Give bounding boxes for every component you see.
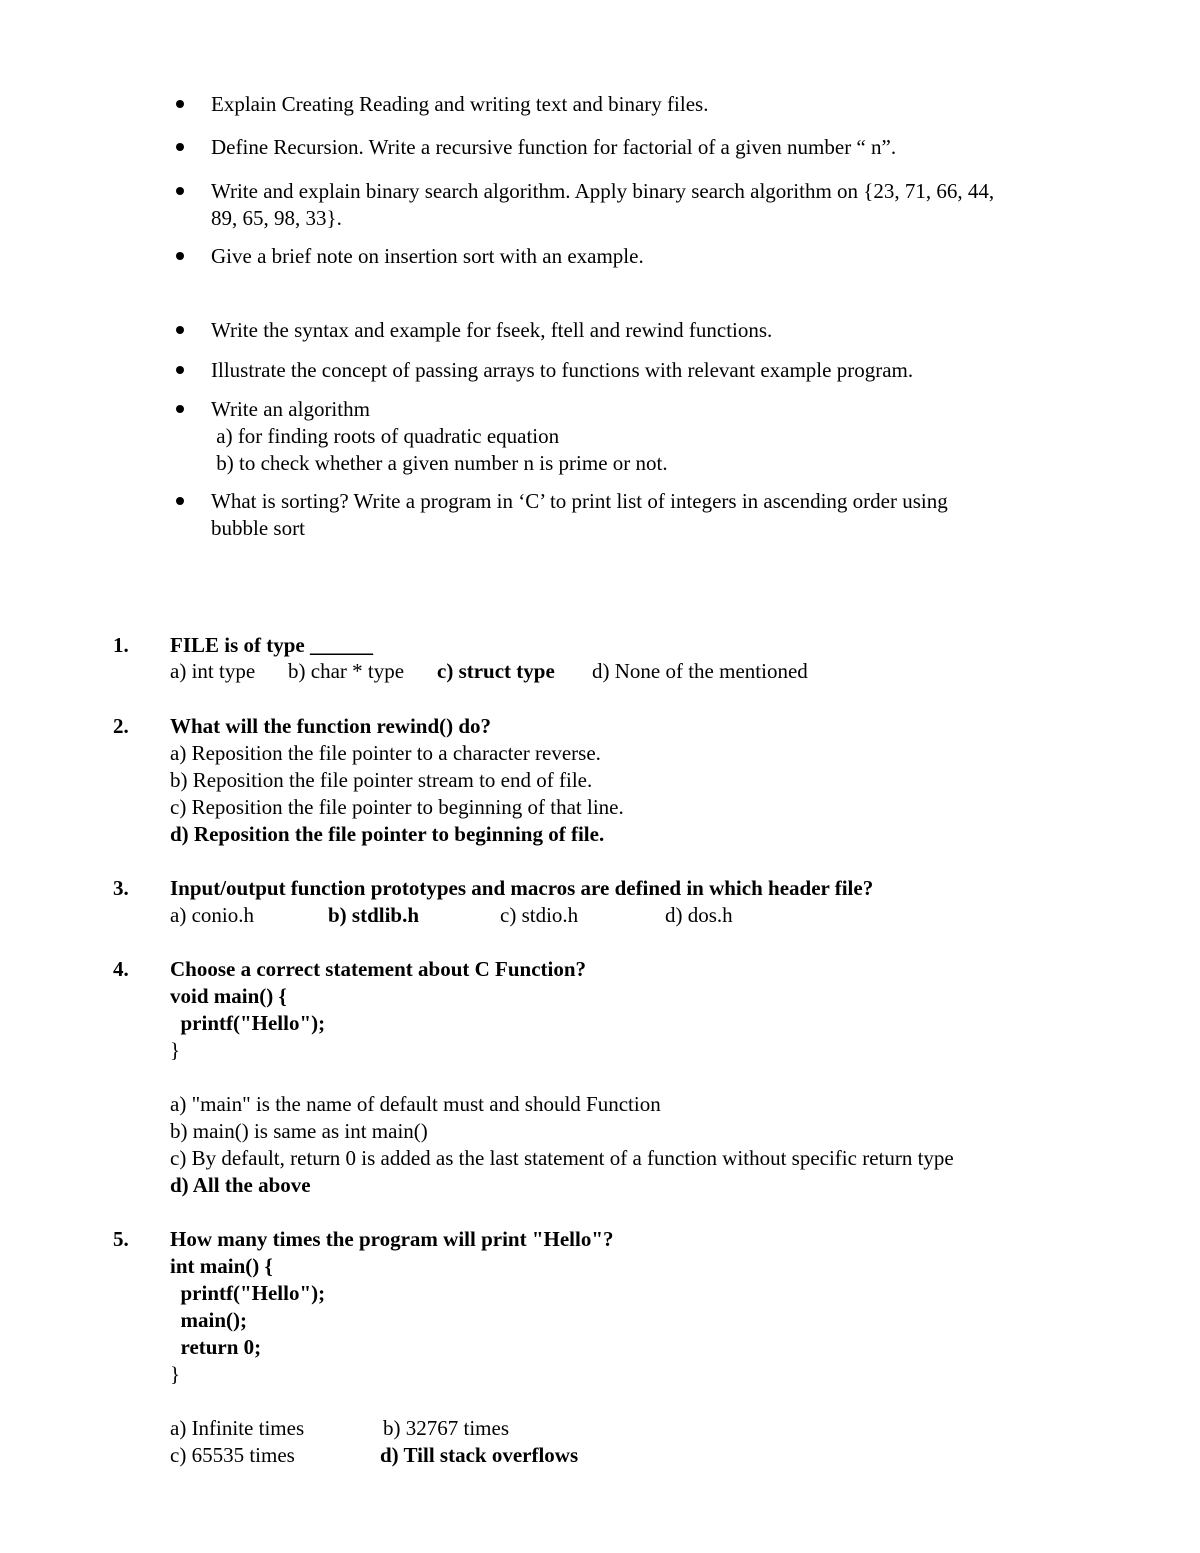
question-number: 4. bbox=[113, 957, 129, 981]
option-b: b) char * type bbox=[288, 659, 405, 683]
question-text: Input/output function prototypes and macros are defined in which header file? bbox=[170, 876, 874, 900]
bullet-subitem: b) to check whether a given number n is prime or not. bbox=[211, 451, 668, 475]
option-a: a) Infinite times bbox=[170, 1416, 305, 1440]
question-number: 1. bbox=[113, 633, 129, 657]
bullet-item-continuation: bubble sort bbox=[211, 516, 305, 540]
question-text: Choose a correct statement about C Function? bbox=[170, 957, 587, 981]
option-a: a) Reposition the file pointer to a character reverse. bbox=[170, 741, 601, 765]
code-line: main(); bbox=[170, 1308, 247, 1332]
bullet-marker bbox=[176, 252, 184, 260]
option-a: a) int type bbox=[170, 659, 256, 683]
option-c: c) 65535 times bbox=[170, 1443, 295, 1467]
question-number: 3. bbox=[113, 876, 129, 900]
bullet-marker bbox=[176, 187, 184, 195]
bullet-item: Explain Creating Reading and writing text and binary files. bbox=[211, 92, 709, 116]
code-line: } bbox=[170, 1362, 181, 1386]
bullet-item: Illustrate the concept of passing arrays to functions with relevant example program. bbox=[211, 358, 914, 382]
code-line: void main() { bbox=[170, 984, 287, 1008]
option-c: c) stdio.h bbox=[500, 903, 579, 927]
bullet-item-continuation: 89, 65, 98, 33}. bbox=[211, 206, 342, 230]
option-d: d) None of the mentioned bbox=[592, 659, 808, 683]
option-d-answer: d) All the above bbox=[170, 1173, 311, 1197]
bullet-marker bbox=[176, 100, 184, 108]
option-b: b) 32767 times bbox=[383, 1416, 509, 1440]
question-number: 5. bbox=[113, 1227, 129, 1251]
bullet-marker bbox=[176, 405, 184, 413]
option-c: c) Reposition the file pointer to beginning of that line. bbox=[170, 795, 624, 819]
option-d-answer: d) Reposition the file pointer to beginning of file. bbox=[170, 822, 605, 846]
code-line: printf("Hello"); bbox=[170, 1011, 326, 1035]
bullet-item: Write the syntax and example for fseek, ftell and rewind functions. bbox=[211, 318, 773, 342]
code-line: } bbox=[170, 1038, 181, 1062]
bullet-item: Define Recursion. Write a recursive function for factorial of a given number “ n”. bbox=[211, 135, 897, 159]
bullet-marker bbox=[176, 497, 184, 505]
option-a: a) "main" is the name of default must and should Function bbox=[170, 1092, 661, 1116]
option-c-answer: c) struct type bbox=[437, 659, 555, 683]
bullet-item: What is sorting? Write a program in ‘C’ to print list of integers in ascending order using bbox=[211, 489, 948, 513]
option-d-answer: d) Till stack overflows bbox=[380, 1443, 579, 1467]
code-line: printf("Hello"); bbox=[170, 1281, 326, 1305]
option-a: a) conio.h bbox=[170, 903, 254, 927]
option-b-answer: b) stdlib.h bbox=[328, 903, 420, 927]
option-d: d) dos.h bbox=[665, 903, 733, 927]
question-number: 2. bbox=[113, 714, 129, 738]
bullet-marker bbox=[176, 366, 184, 374]
question-text: What will the function rewind() do? bbox=[170, 714, 492, 738]
option-b: b) main() is same as int main() bbox=[170, 1119, 428, 1143]
bullet-subitem: a) for finding roots of quadratic equation bbox=[211, 424, 560, 448]
option-b: b) Reposition the file pointer stream to end of file. bbox=[170, 768, 593, 792]
bullet-item: Write and explain binary search algorithm. Apply binary search algorithm on {23, 71, 66, 44, bbox=[211, 179, 995, 203]
question-text: FILE is of type ______ bbox=[170, 633, 374, 657]
code-line: return 0; bbox=[170, 1335, 262, 1359]
bullet-marker bbox=[176, 326, 184, 334]
bullet-item: Write an algorithm bbox=[211, 397, 370, 421]
code-line: int main() { bbox=[170, 1254, 273, 1278]
bullet-marker bbox=[176, 143, 184, 151]
question-text: How many times the program will print "Hello"? bbox=[170, 1227, 614, 1251]
bullet-item: Give a brief note on insertion sort with an example. bbox=[211, 244, 644, 268]
option-c: c) By default, return 0 is added as the last statement of a function without specific return type bbox=[170, 1146, 954, 1170]
